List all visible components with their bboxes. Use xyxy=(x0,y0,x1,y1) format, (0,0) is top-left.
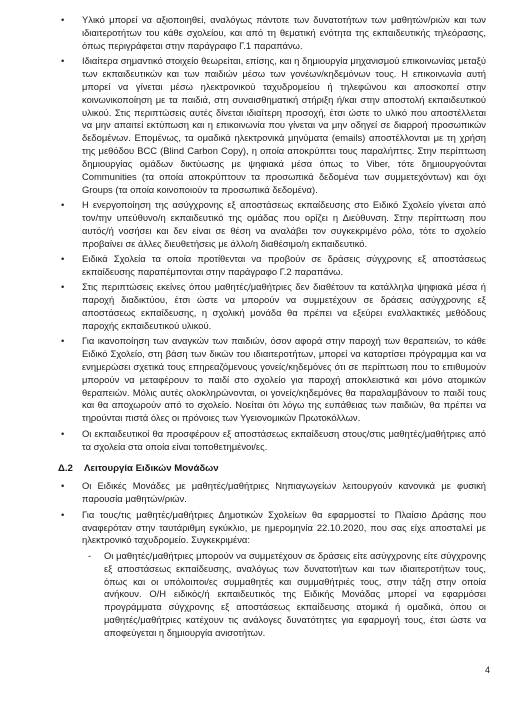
section-title: Λειτουργία Ειδικών Μονάδων xyxy=(84,463,219,475)
sub-list-item: - Οι μαθητές/μαθήτριες μπορούν να συμμετέχουν σε δράσεις είτε ασύγχρονης είτε σύγχρονης εξ αποστάσεως εκπαίδευσης, αναλόγως των δυνατοτήτων και των ιδιαιτεροτήτων τους, όπως και οι υπόλοιποι/ες συμμαθητές και συμμαθήτριές τους, στην τάξη στην οποία ανήκουν. Ο/Η ειδικός/ή εκπαιδευτικός της Ειδικής Μονάδας μπορεί να εφαρμόσει προγράμματα σύγχρονης εξ αποστάσεως εκπαίδευσης ατομικά ή ομαδικά, όπου οι μαθητές/μαθήτριες κατέχουν τις ανάλογες δυνατότητες για εφαρμογή τους, έτσι ώστε να αποφεύγεται η δημιουργία ανισοτήτων. xyxy=(104,550,486,640)
list-item: • Στις περιπτώσεις εκείνες όπου μαθητές/μαθήτριες δεν διαθέτουν τα κατάλληλα ψηφιακά μέσα ή παροχή διαδικτύου, έτσι ώστε να μπορούν να συμμετέχουν σε δράσεις ασύγχρονης εξ αποστάσεως εκπαίδευσης, η σχολική μονάδα θα πρέπει να εξεύρει εναλλακτικές μεθόδους παροχής εκπαιδευτικού υλικού. xyxy=(82,281,486,332)
list-item: • Οι Ειδικές Μονάδες με μαθητές/μαθήτριες Νηπιαγωγείων λειτουργούν κανονικά με φυσική παρουσία μαθητών/ριών. xyxy=(82,480,486,506)
bullet-list-top xyxy=(58,14,486,453)
section-heading xyxy=(58,463,486,474)
list-item: • Για τους/τις μαθητές/μαθήτριες Δημοτικών Σχολείων θα εφαρμοστεί το Πλαίσιο Δράσης που αναφερόταν στην ταυτάριθμη εγκύκλιο, με ημερομηνία 22.10.2020, που σας είχε αποσταλεί με ηλεκτρονικό ταχυδρομείο. Συγκεκριμένα: xyxy=(82,509,486,548)
bullet-list-bottom xyxy=(58,480,486,639)
list-item: • Ειδικά Σχολεία τα οποία προτίθενται να προβούν σε δράσεις σύγχρονης εξ αποστάσεως εκπαίδευσης παραπέμπονται στην παράγραφο Γ.2 παραπάνω. xyxy=(82,253,486,279)
list-item: • Ιδιαίτερα σημαντικό στοιχείο θεωρείται, επίσης, και η δημιουργία μηχανισμού επικοινωνίας μεταξύ των εκπαιδευτικών και των παιδιών μέσω των γονέων/κηδεμόνων τους. Η επικοινωνία αυτή μπορεί να γίνεται μέσω ηλεκτρονικού ταχυδρομείου ή τηλεφώνου και αποσκοπεί στην κοινωνικοποίηση με τα παιδιά, στη συναισθηματική στήριξη ή/και στην αποστολή εκπαιδευτικού υλικού. Στις περιπτώσεις αυτές δίνεται ιδιαίτερη προσοχή, έτσι ώστε το υλικό που αποστέλλεται να μην απαιτεί εκτύπωση και η επικοινωνία που γίνεται να μην οδηγεί σε διαρροή προσωπικών δεδομένων. Επομένως, τα ομαδικά ηλεκτρονικά μηνύματα (emails) αποστέλλονται με τη χρήση της μεθόδου BCC (Blind Carbon Copy), η οποία αποκρύπτει τους παραλήπτες. Στην περίπτωση δημιουργίας ομάδων δικτύωσης με ψηφιακά μέσα όπως το Viber, τότε δημιουργούνται Communities (τα οποία αποκρύπτουν τα προσωπικά δεδομένα των συμμετεχόντων) και όχι Groups (τα οποία κοινοποιούν τα προσωπικά δεδομένα). xyxy=(82,55,486,196)
section-number: Δ.2 xyxy=(58,463,73,475)
page-number: 4 xyxy=(484,665,490,675)
list-item: • Για ικανοποίηση των αναγκών των παιδιών, όσον αφορά στην παροχή των θεραπειών, το κάθε Ειδικό Σχολείο, στη βάση των δικών του ιδιαιτεροτήτων, μπορεί να καταρτίσει πρόγραμμα και να ενημερώσει σχετικά τους επηρεαζόμενους γονείς/κηδεμόνες ότι σε περίπτωση που το επιθυμούν μπορούν να μεταφέρουν το παιδί στο σχολείο για παροχή αποκλειστικά και μόνο ατομικών θεραπειών. Μόλις αυτές ολοκληρώνονται, οι γονείς/κηδεμόνες θα παραλαμβάνουν το παιδί τους και θα αποχωρούν από το σχολείο. Νοείται ότι λόγω της ευπάθειας των παιδιών, θα πρέπει να τηρούνται πιστά όλες οι πρόνοιες των Υγειονομικών Πρωτοκόλλων. xyxy=(82,335,486,425)
list-item: • Οι εκπαιδευτικοί θα προσφέρουν εξ αποστάσεως εκπαίδευση στους/στις μαθητές/μαθήτριες από τα σχολεία στα οποία είναι τοποθετημένοι/ες. xyxy=(82,428,486,454)
list-item: • Η ενεργοποίηση της ασύγχρονης εξ αποστάσεως εκπαίδευσης στο Ειδικό Σχολείο γίνεται από τον/την υπεύθυνο/η εκπαιδευτικό της ομάδας που ορίζει η Διεύθυνση. Στην περίπτωση που αυτός/ή νοσήσει και δεν είναι σε θέση να αναλάβει τον συγκεκριμένο ρόλο, τότε το σχολείο προβαίνει σε άλλες διευθετήσεις με άλλο/η διαθέσιμο/η εκπαιδευτικό. xyxy=(82,199,486,250)
list-item: • Υλικό μπορεί να αξιοποιηθεί, αναλόγως πάντοτε των δυνατοτήτων των μαθητών/ριών και των ιδιαιτεροτήτων του κάθε σχολείου, και από τη θεματική ενότητα της εκπαιδευτικής τηλεόρασης, όπως περιγράφεται στην παράγραφο Γ.1 παραπάνω. xyxy=(82,14,486,53)
